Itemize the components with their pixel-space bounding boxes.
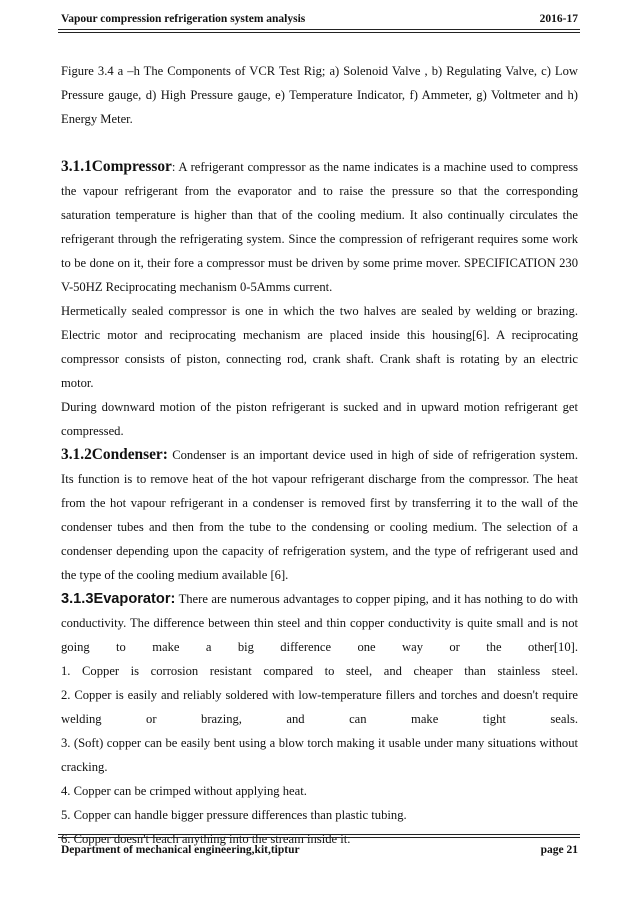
footer-department: Department of mechanical engineering,kit,tiptur — [61, 844, 300, 856]
list-item: 1. Copper is corrosion resistant compared to steel, and cheaper than stainless steel. — [61, 664, 578, 678]
document-body — [61, 59, 578, 851]
spacer — [61, 131, 578, 147]
evaporator-text: There are numerous advantages to copper piping, and it has nothing to do with conductivity. The difference between thin steel and thin copper conductivity is quite small and is not going to make a big difference one way or the other[10]. — [61, 592, 578, 654]
condenser-heading: 3.1.2Condenser: — [61, 446, 168, 463]
compressor-intro: : A refrigerant compressor as the name indicates is a machine used to compress the vapour refrigerant from the evaporator and to raise the pressure so that the corresponding saturation temperature is higher than that of the cooling medium. It also continually circulates the refrigerant through the refrigerating system. Since the compression of refrigerant requires some work to be done on it, their fore a compressor must be driven by some prime mover. SPECIFICATION 230 V-50HZ Reciprocating mechanism 0-5Amms current. — [61, 160, 578, 294]
list-item: 6. Copper doesn't leach anything into the stream inside it. — [61, 832, 351, 846]
condenser-text: Condenser is an important device used in high of side of refrigeration system. Its function is to remove heat of the hot vapour refrigerant discharge from the compressor. The heat from the hot vapour refrigerant in a condenser is removed first by transferring it to the wall of the condenser tubes and then from the tube to the condensing or cooling medium. The selection of a condenser depending upon the capacity of refrigeration system, and the type of refrigerant used and the type of the cooling medium available [6]. — [61, 448, 578, 582]
evaporator-section — [61, 587, 578, 659]
figure-caption: Figure 3.4 a –h The Components of VCR Test Rig; a) Solenoid Valve , b) Regulating Valve, c) Low Pressure gauge, d) High Pressure gauge, e) Temperature Indicator, f) Ammeter, g) Voltmeter and h) Energy Meter. — [61, 64, 578, 126]
compressor-paragraph-2: Hermetically sealed compressor is one in which the two halves are sealed by welding or brazing. Electric motor and reciprocating mechanism are placed inside this housing[6]. A reciprocating compressor consists of piston, connecting rod, crank shaft. Crank shaft is rotating by an electric motor. — [61, 304, 578, 390]
compressor-paragraph-3: During downward motion of the piston refrigerant is sucked and in upward motion refrigerant get compressed. — [61, 400, 578, 438]
header-title: Vapour compression refrigeration system analysis — [61, 13, 306, 25]
footer-rule — [58, 834, 580, 838]
header-year: 2016-17 — [539, 13, 578, 25]
page-number: page 21 — [540, 844, 578, 856]
compressor-section — [61, 155, 578, 299]
page-header — [61, 6, 578, 30]
list-item: 4. Copper can be crimped without applying heat. — [61, 784, 307, 798]
list-item: 5. Copper can handle bigger pressure differences than plastic tubing. — [61, 808, 407, 822]
compressor-heading: 3.1.1Compressor — [61, 158, 172, 175]
condenser-section — [61, 443, 578, 587]
evaporator-heading: 3.1.3Evaporator: — [61, 591, 176, 607]
header-rule — [58, 29, 580, 33]
list-item: 3. (Soft) copper can be easily bent using a blow torch making it usable under many situations without cracking. — [61, 736, 578, 774]
list-item: 2. Copper is easily and reliably soldered with low-temperature fillers and torches and doesn't require welding or brazing, and can make tight seals. — [61, 688, 578, 726]
